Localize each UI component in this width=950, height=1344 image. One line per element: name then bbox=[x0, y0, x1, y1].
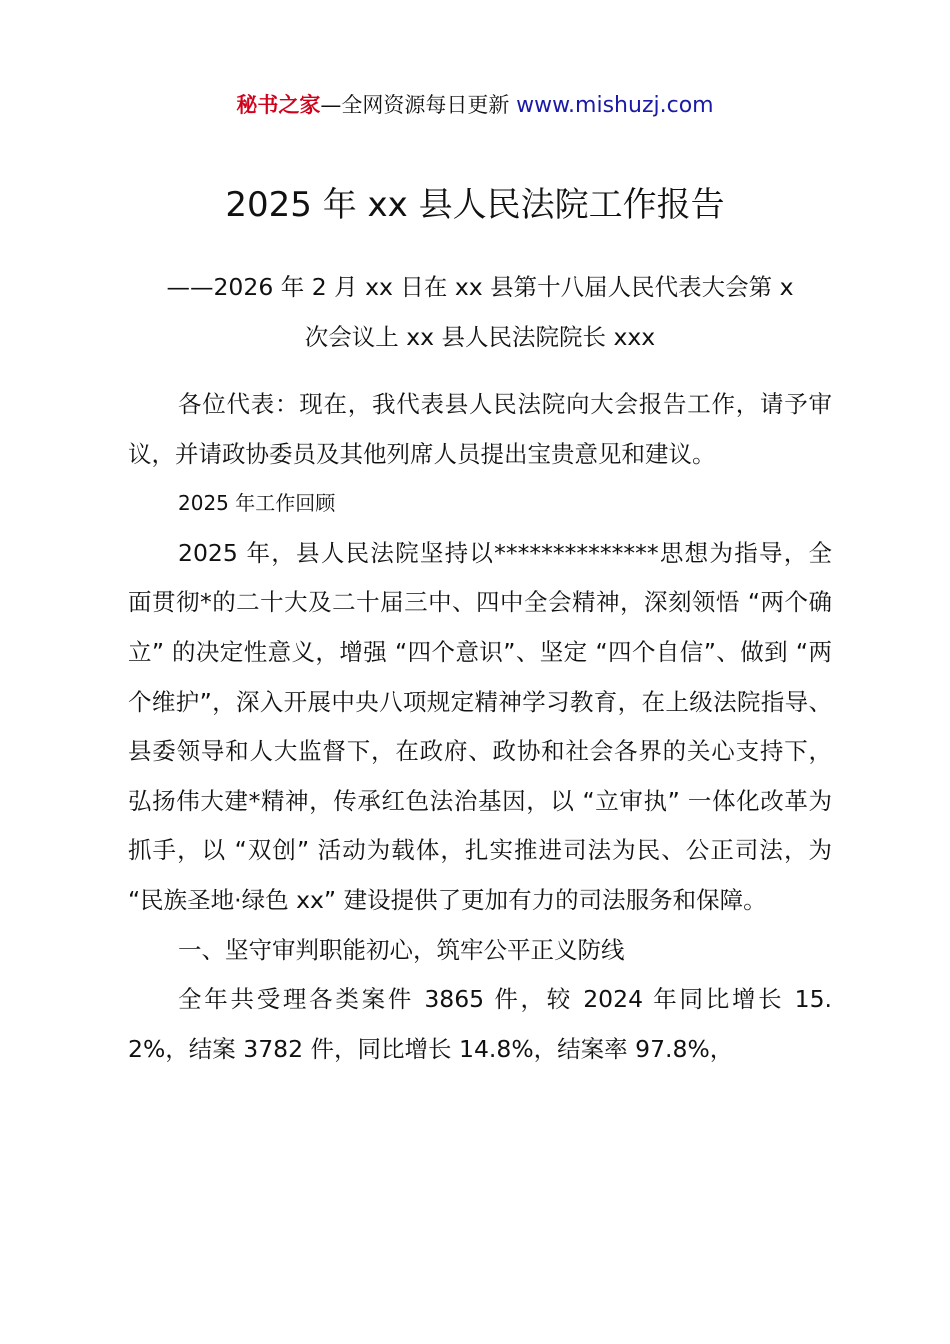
header-slogan: —全网资源每日更新 bbox=[320, 93, 510, 117]
section-heading-review: 2025 年工作回顾 bbox=[178, 491, 336, 516]
site-url-link[interactable]: www.mishuzj.com bbox=[516, 93, 714, 118]
document-body bbox=[128, 380, 832, 1074]
greeting-paragraph: 各位代表：现在，我代表县人民法院向大会报告工作，请予审议，并请政协委员及其他列席人员提出宝贵意见和建议。 bbox=[128, 390, 832, 468]
site-header bbox=[0, 88, 950, 123]
subtitle-line-2: 次会议上 xx 县人民法院院长 xxx bbox=[304, 323, 656, 351]
case-statistics-paragraph: 全年共受理各类案件 3865 件，较 2024 年同比增长 15.2%，结案 3782 件，同比增长 14.8%，结案率 97.8%， bbox=[128, 985, 832, 1063]
document-subtitle bbox=[128, 262, 832, 362]
document-title: 2025 年 xx 县人民法院工作报告 bbox=[225, 185, 725, 225]
section-heading-1: 一、坚守审判职能初心，筑牢公平正义防线 bbox=[178, 935, 625, 964]
subtitle-line-1: ——2026 年 2 月 xx 日在 xx 县第十八届人民代表大会第 x bbox=[166, 273, 794, 301]
brand-name: 秘书之家 bbox=[236, 93, 321, 117]
review-paragraph: 2025 年，县人民法院坚持以**************思想为指导，全面贯彻*的二十大及二十届三中、四中全会精神，深刻领悟 “两个确立” 的决定性意义，增强 “四个意识”、坚定 “四个自信”、做到 “两个维护”，深入开展中央八项规定精神学习教育，在上级法院指导、县委领导和人大监督下，在政府、政协和社会各界的关心支持下，弘扬伟大建*精神，传承红色法治基因，以 “立审执” 一体化改革为抓手，以 “双创” 活动为载体，扎实推进司法为民、公正司法，为 “民族圣地·绿色 xx” 建设提供了更加有力的司法服务和保障。 bbox=[128, 538, 832, 914]
